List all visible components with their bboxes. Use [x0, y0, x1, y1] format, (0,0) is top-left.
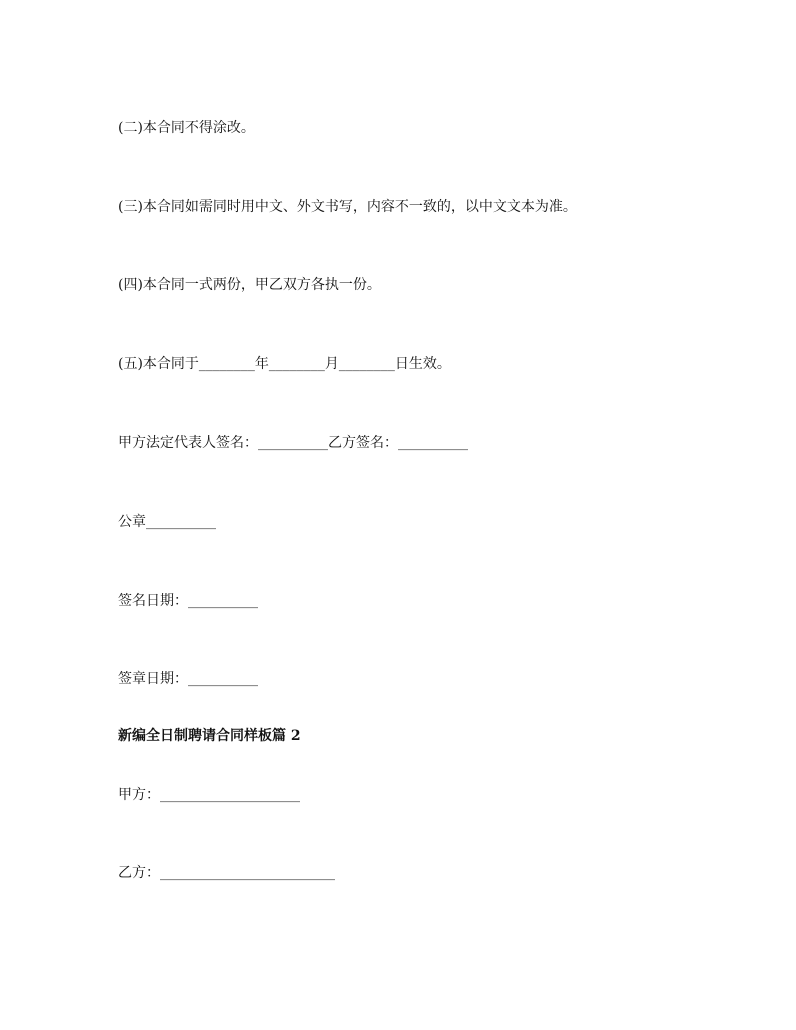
sign-date-line: 签名日期：__________: [118, 593, 258, 609]
seal-line: 公章__________: [118, 514, 216, 530]
clause-5: (五)本合同于________年________月________日生效。: [118, 356, 451, 372]
clause-2: (二)本合同不得涂改。: [118, 120, 255, 136]
party-a-line: 甲方：____________________: [118, 787, 300, 803]
signature-line-representatives: 甲方法定代表人签名：__________乙方签名：__________: [118, 435, 468, 451]
section-2-title: 新编全日制聘请合同样板篇 2: [118, 728, 301, 744]
seal-date-line: 签章日期：__________: [118, 671, 258, 687]
clause-4: (四)本合同一式两份，甲乙双方各执一份。: [118, 277, 381, 293]
clause-3: (三)本合同如需同时用中文、外文书写，内容不一致的，以中文文本为准。: [118, 199, 577, 215]
party-b-line: 乙方：_________________________: [118, 865, 335, 881]
